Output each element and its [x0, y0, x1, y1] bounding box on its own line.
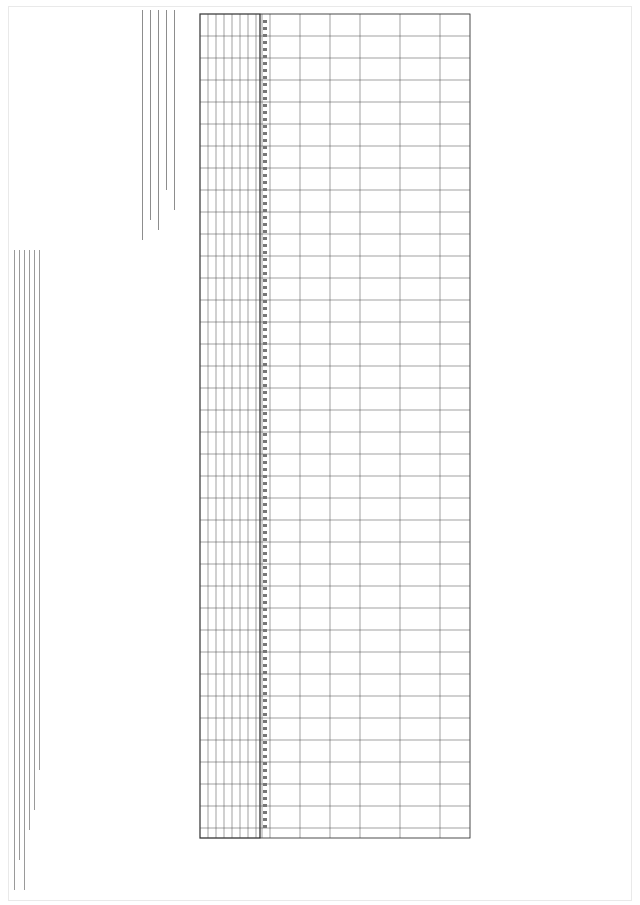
header-ink-mark [263, 398, 267, 401]
table-header-marks [263, 20, 267, 828]
header-ink-mark [263, 111, 267, 114]
header-ink-mark [263, 706, 267, 709]
header-ink-mark [263, 587, 267, 590]
header-ink-mark [263, 335, 267, 338]
header-ink-mark [263, 90, 267, 93]
header-ink-mark [263, 293, 267, 296]
header-ink-mark [263, 377, 267, 380]
header-ink-mark [263, 41, 267, 44]
header-ink-mark [263, 76, 267, 79]
header-ink-mark [263, 643, 267, 646]
header-ink-mark [263, 83, 267, 86]
header-ink-mark [263, 195, 267, 198]
header-ink-mark [263, 62, 267, 65]
header-ink-mark [263, 685, 267, 688]
header-ink-mark [263, 55, 267, 58]
header-ink-mark [263, 118, 267, 121]
header-ink-mark [263, 314, 267, 317]
header-ink-mark [263, 741, 267, 744]
header-ink-mark [263, 160, 267, 163]
header-ink-mark [263, 20, 267, 23]
header-ink-mark [263, 307, 267, 310]
header-ink-mark [263, 300, 267, 303]
header-ink-mark [263, 447, 267, 450]
header-ink-mark [263, 202, 267, 205]
header-ink-mark [263, 174, 267, 177]
header-ink-mark [263, 209, 267, 212]
header-ink-mark [263, 356, 267, 359]
header-fields [140, 10, 200, 250]
header-ink-mark [263, 818, 267, 821]
header-ink-mark [263, 27, 267, 30]
header-ink-mark [263, 699, 267, 702]
header-ink-mark [263, 804, 267, 807]
registration-stamp [560, 8, 630, 148]
header-ink-mark [263, 321, 267, 324]
header-ink-mark [263, 265, 267, 268]
header-ink-mark [263, 496, 267, 499]
header-ink-mark [263, 272, 267, 275]
header-ink-mark [263, 615, 267, 618]
header-ink-mark [263, 755, 267, 758]
header-ink-mark [263, 426, 267, 429]
header-ink-mark [263, 251, 267, 254]
header-ink-mark [263, 69, 267, 72]
header-ink-mark [263, 517, 267, 520]
header-ink-mark [263, 363, 267, 366]
header-ink-mark [263, 258, 267, 261]
header-ink-mark [263, 748, 267, 751]
header-ink-mark [263, 405, 267, 408]
header-ink-mark [263, 132, 267, 135]
header-ink-mark [263, 811, 267, 814]
header-ink-mark [263, 167, 267, 170]
header-ink-mark [263, 671, 267, 674]
header-ink-mark [263, 692, 267, 695]
header-ink-mark [263, 461, 267, 464]
table-row-lines [200, 14, 470, 828]
table-outer-frame [200, 14, 470, 838]
header-ink-mark [263, 580, 267, 583]
header-ink-mark [263, 524, 267, 527]
header-ink-mark [263, 545, 267, 548]
header-ink-mark [263, 244, 267, 247]
header-ink-mark [263, 384, 267, 387]
header-ink-mark [263, 734, 267, 737]
document-title [140, 300, 150, 600]
header-ink-mark [263, 650, 267, 653]
header-ink-mark [263, 230, 267, 233]
header-ink-mark [263, 223, 267, 226]
header-ink-mark [263, 349, 267, 352]
header-ink-mark [263, 727, 267, 730]
header-ink-mark [263, 328, 267, 331]
header-ink-mark [263, 531, 267, 534]
header-ink-mark [263, 538, 267, 541]
header-ink-mark [263, 468, 267, 471]
header-ink-mark [263, 482, 267, 485]
header-ink-mark [263, 146, 267, 149]
header-ink-mark [263, 783, 267, 786]
header-ink-mark [263, 237, 267, 240]
header-ink-mark [263, 503, 267, 506]
header-ink-mark [263, 566, 267, 569]
header-ink-mark [263, 412, 267, 415]
header-ink-mark [263, 664, 267, 667]
footnotes-block [12, 250, 42, 890]
header-ink-mark [263, 475, 267, 478]
table-column-lines [200, 14, 470, 838]
header-ink-mark [263, 769, 267, 772]
header-ink-mark [263, 489, 267, 492]
header-ink-mark [263, 776, 267, 779]
header-ink-mark [263, 713, 267, 716]
header-ink-mark [263, 622, 267, 625]
header-ink-mark [263, 678, 267, 681]
header-ink-mark [263, 559, 267, 562]
header-ink-mark [263, 594, 267, 597]
header-ink-mark [263, 286, 267, 289]
header-ink-mark [263, 433, 267, 436]
header-ink-mark [263, 797, 267, 800]
header-ink-mark [263, 790, 267, 793]
header-ink-mark [263, 454, 267, 457]
header-ink-mark [263, 370, 267, 373]
header-ink-mark [263, 510, 267, 513]
header-ink-mark [263, 608, 267, 611]
header-ink-mark [263, 34, 267, 37]
header-ink-mark [263, 342, 267, 345]
header-ink-mark [263, 104, 267, 107]
header-ink-mark [263, 188, 267, 191]
header-ink-mark [263, 125, 267, 128]
header-ink-mark [263, 629, 267, 632]
header-ink-mark [263, 573, 267, 576]
header-ink-mark [263, 279, 267, 282]
header-ink-mark [263, 552, 267, 555]
header-ink-mark [263, 181, 267, 184]
header-ink-mark [263, 139, 267, 142]
header-ink-mark [263, 48, 267, 51]
header-ink-mark [263, 762, 267, 765]
header-ink-mark [263, 419, 267, 422]
header-ink-mark [263, 391, 267, 394]
header-ink-mark [263, 825, 267, 828]
header-ink-mark [263, 440, 267, 443]
header-ink-mark [263, 657, 267, 660]
header-ink-mark [263, 601, 267, 604]
header-ink-mark [263, 720, 267, 723]
header-ink-mark [263, 97, 267, 100]
header-ink-mark [263, 153, 267, 156]
header-ink-mark [263, 216, 267, 219]
header-ink-mark [263, 636, 267, 639]
